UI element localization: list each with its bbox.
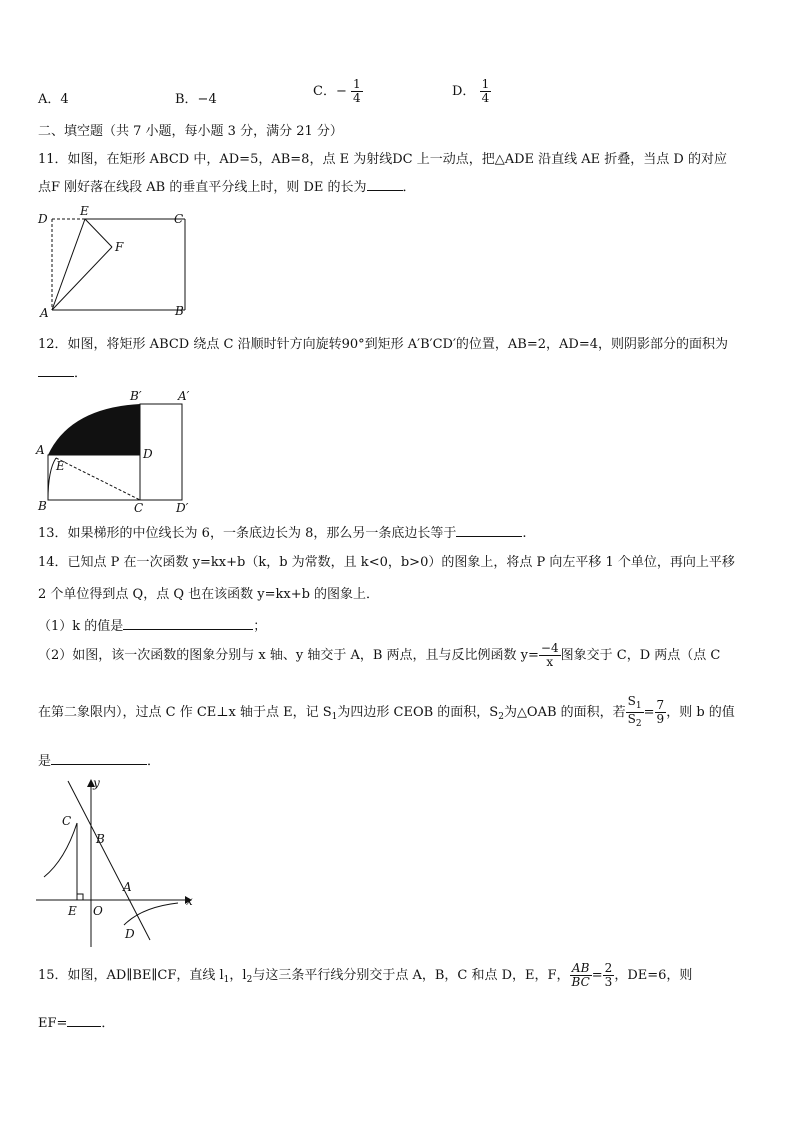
q14-line-kx-b [68,781,150,940]
option-d: D． $\frac{1}{4}$ [452,77,490,106]
q14-inverse-fraction: $\frac{-4}{x}$ [540,641,559,670]
q11-label-e: E [80,205,89,218]
q12-label-e: E [56,459,65,473]
q12-label-a: A [36,443,45,457]
q14-figure [30,775,200,950]
q14-line1: 14．已知点 P 在一次函数 y=kx+b（k，b 为常数，且 k<0，b>0）的图象上，将点 P 向左平移 1 个单位，再向上平移 [38,555,735,570]
q14-part2-cont: 在第二象限内），过点 C 作 CE⊥x 轴于点 E，记 $S_1$为四边形 CEOB 的面积，$S_2$为△OAB 的面积，若 $\frac{S_1}{S_2}$ = $\frac{7}{9}$ ，则 b 的值 [38,694,735,729]
q12-label-b: B [38,499,47,513]
q14-ratio-value: $\frac{7}{9}$ [656,697,665,726]
q14-line2: 2 个单位得到点 Q，点 Q 也在该函数 y=kx+b 的图象上． [38,587,380,602]
q11-answer-blank[interactable] [367,178,403,191]
q14-part1: （1）k 的值是 ； [38,619,267,634]
q12-line1: 12．如图，将矩形 ABCD 绕点 C 沿顺时针方向旋转90°到矩形 A′B′CD′的位置，AB=2，AD=4，则阴影部分的面积为 [38,337,728,352]
q14-part2-blank[interactable] [51,752,147,765]
q11-label-f: F [115,240,124,254]
q11-label-d: D [38,212,48,226]
q15-line1: 15．如图，AD∥BE∥CF，直线 $l_1$，$l_2$与这三条平行线分别交于点 A，B，C 和点 D，E，F， $\frac{AB}{BC}$ = $\frac{2}{3}$ ，DE=6，则 [38,961,693,990]
q15-ratio-fraction: $\frac{AB}{BC}$ [571,961,590,990]
q11-line-ae [52,219,85,310]
option-c: C．− $\frac{1}{4}$ [313,77,361,106]
q12-label-d: D [143,447,153,461]
q14-label-b: B [96,832,105,846]
q12-shaded-region [48,404,140,455]
q14-label-o: O [93,904,103,918]
q12-label-ap: A′ [178,389,190,403]
q14-label-d: D [125,927,135,941]
q15-line2: EF= ． [38,1016,115,1031]
q12-line-ec [56,458,140,500]
q14-label-c: C [62,814,72,828]
q11-line2: 点F 刚好落在线段 AB 的垂直平分线上时，则 DE 的长为 ． [38,180,416,195]
option-b: B．−4 [175,92,217,107]
q12-label-dp: D′ [176,501,189,514]
q11-figure [30,205,200,320]
q13-line: 13．如果梯形的中位线长为 6，一条底边长为 8，那么另一条底边长等于 . [38,526,527,541]
q14-label-y: y [93,776,100,790]
q14-label-e: E [68,904,77,918]
q13-answer-blank[interactable] [456,524,522,537]
q12-arc-b [48,458,56,500]
q14-hyperbola-left [44,823,77,877]
q11-label-a: A [40,306,49,320]
section-heading: 二、填空题（共 7 小题，每小题 3 分，满分 21 分） [38,124,343,139]
q11-line1: 11．如图，在矩形 ABCD 中，AD=5，AB=8，点 E 为射线DC 上一动点，把△ADE 沿直线 AE 折叠，当点 D 的对应 [38,152,727,167]
q14-part2-end: 是 ． [38,754,161,769]
q15-answer-blank[interactable] [67,1014,101,1027]
q12-line2: ． [38,362,87,381]
option-c-fraction: $\frac{1}{4}$ [352,77,361,106]
q14-part1-blank[interactable] [123,617,253,630]
q12-answer-blank[interactable] [38,364,74,377]
q12-figure [30,388,205,514]
q11-line-ef [85,219,112,247]
q12-label-c: C [134,501,144,514]
q11-label-c: C [174,212,184,226]
q11-label-b: B [175,304,184,318]
q11-line-af [52,247,112,310]
q14-area-ratio: $\frac{S_1}{S_2}$ [627,694,642,729]
q15-ratio-value: $\frac{2}{3}$ [604,961,613,990]
q14-label-a: A [123,880,132,894]
q12-label-bp: B′ [130,389,142,403]
option-a: A．4 [38,92,69,107]
option-d-fraction: $\frac{1}{4}$ [481,77,490,106]
q14-label-x: x [186,894,193,908]
q14-part2: （2）如图，该一次函数的图象分别与 x 轴、y 轴交于 A，B 两点，且与反比例函数 y= $\frac{-4}{x}$ 图象交于 C，D 两点（点 C [38,641,721,670]
